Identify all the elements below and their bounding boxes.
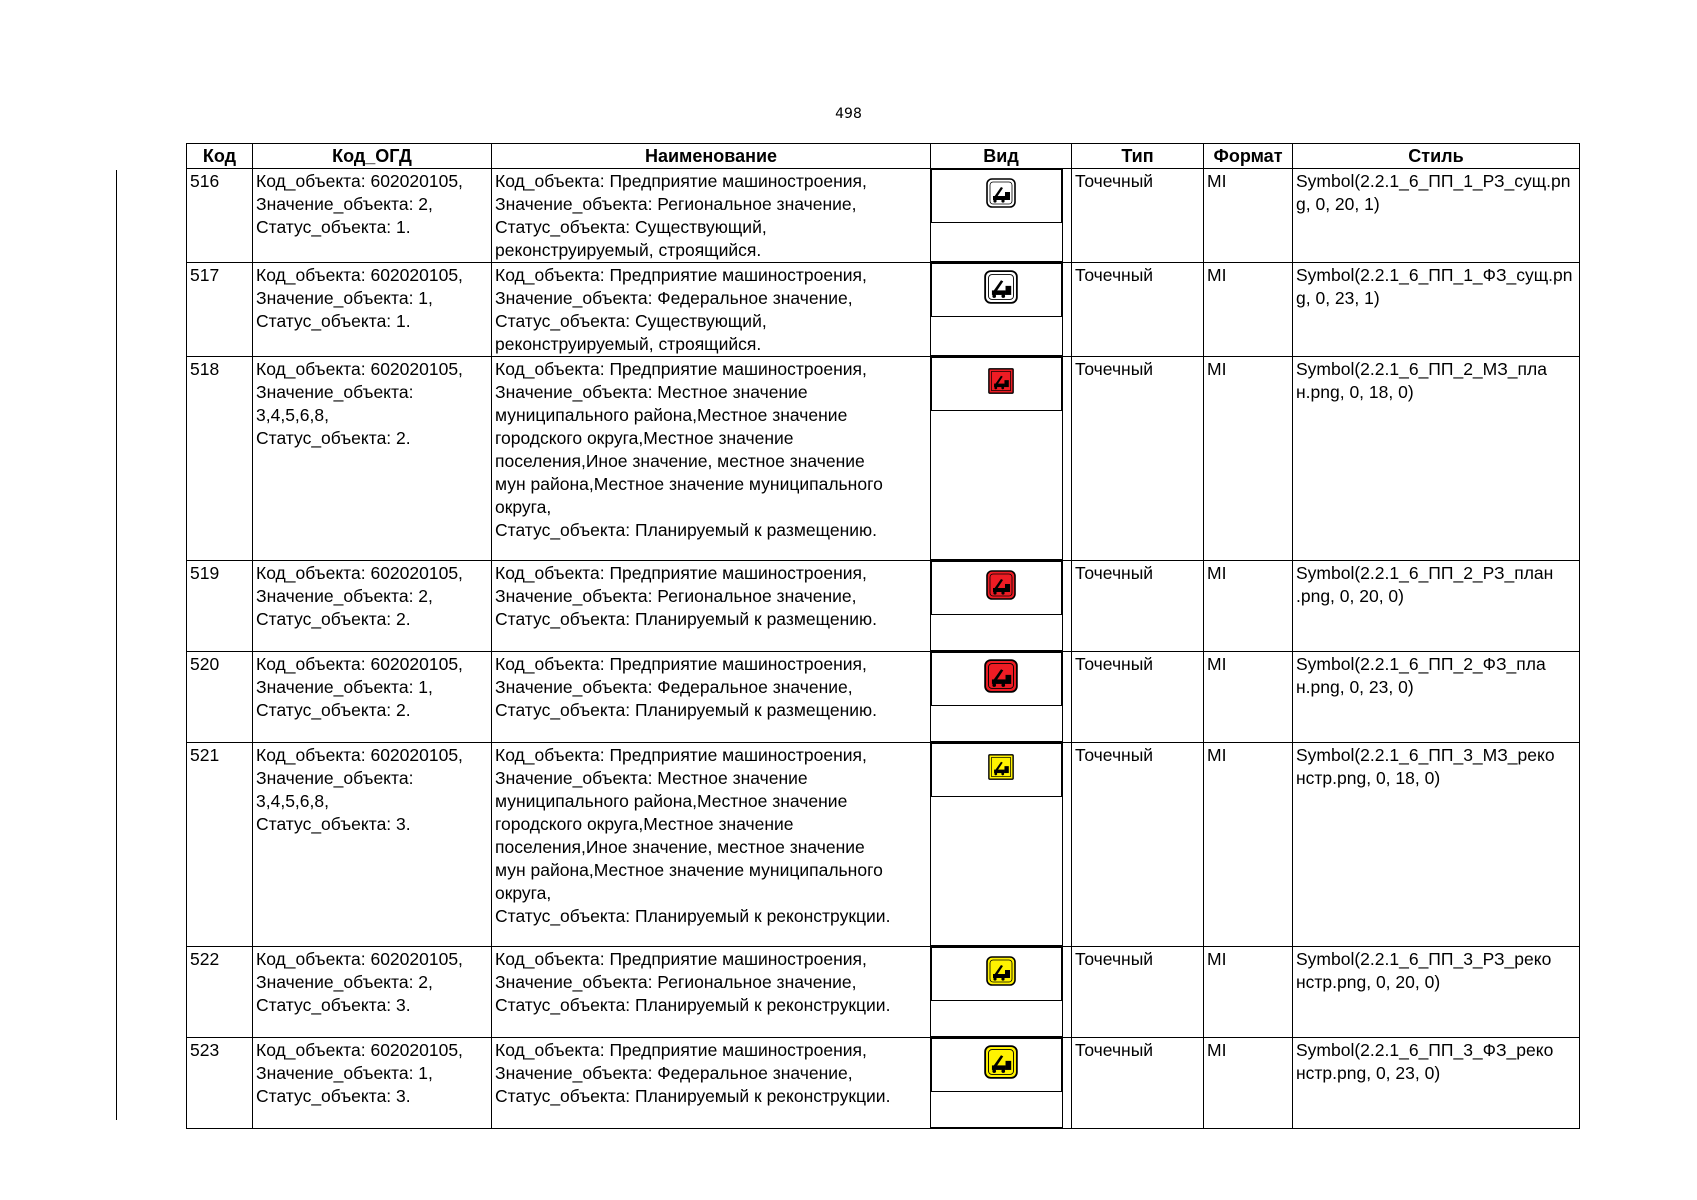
cell-ogd-code: Код_объекта: 602020105, Значение_объекта: 2, Статус_объекта: 1. [253, 169, 492, 263]
column-gap [1062, 561, 1071, 652]
cell-ogd-code: Код_объекта: 602020105, Значение_объекта: 1, Статус_объекта: 2. [253, 652, 492, 743]
table-row [187, 263, 1580, 357]
cell-view [931, 947, 1072, 1038]
table-row [187, 1038, 1580, 1129]
cell-ogd-code: Код_объекта: 602020105, Значение_объекта: 2, Статус_объекта: 3. [253, 947, 492, 1038]
machinery-plant-reconstruction-local-icon [988, 754, 1014, 786]
cell-format: MI [1204, 169, 1293, 263]
symbol-frame-bottom [931, 1127, 1062, 1128]
cell-format: MI [1204, 947, 1293, 1038]
cell-code: 519 [187, 561, 253, 652]
table-row [187, 561, 1580, 652]
cell-style: Symbol(2.2.1_6_ПП_1_ФЗ_сущ.png, 0, 23, 1) [1293, 263, 1580, 357]
machinery-plant-existing-federal-icon [984, 270, 1018, 310]
cell-name: Код_объекта: Предприятие машиностроения, Значение_объекта: Региональное значение, Статус_объекта: Планируемый к реконструкции. [492, 947, 931, 1038]
cell-format: MI [1204, 263, 1293, 357]
cell-type: Точечный [1072, 263, 1204, 357]
machinery-symbol [986, 178, 1016, 208]
cell-name: Код_объекта: Предприятие машиностроения, Значение_объекта: Федеральное значение, Статус_объекта: Существующий, реконструируемый, строящийся. [492, 263, 931, 357]
cell-code: 517 [187, 263, 253, 357]
cell-name: Код_объекта: Предприятие машиностроения, Значение_объекта: Федеральное значение, Статус_объекта: Планируемый к размещению. [492, 652, 931, 743]
cell-format: MI [1204, 357, 1293, 561]
column-gap [1062, 947, 1071, 1038]
cell-ogd-code: Код_объекта: 602020105, Значение_объекта: 3,4,5,6,8, Статус_объекта: 2. [253, 357, 492, 561]
machinery-plant-reconstruction-regional-icon [986, 956, 1016, 992]
header-name: Наименование [492, 144, 931, 169]
header-type: Тип [1072, 144, 1204, 169]
cell-type: Точечный [1072, 947, 1204, 1038]
column-gap [1062, 652, 1071, 743]
machinery-symbol [984, 1045, 1018, 1079]
machinery-symbol [984, 270, 1018, 304]
header-format: Формат [1204, 144, 1293, 169]
cell-name: Код_объекта: Предприятие машиностроения, Значение_объекта: Региональное значение, Статус_объекта: Планируемый к размещению. [492, 561, 931, 652]
cell-type: Точечный [1072, 652, 1204, 743]
cell-view [931, 652, 1072, 743]
cell-code: 516 [187, 169, 253, 263]
table-row [187, 169, 1580, 263]
cell-view [931, 357, 1072, 561]
cell-view [931, 561, 1072, 652]
cell-ogd-code: Код_объекта: 602020105, Значение_объекта: 3,4,5,6,8, Статус_объекта: 3. [253, 743, 492, 947]
header-code: Код [187, 144, 253, 169]
cell-format: MI [1204, 561, 1293, 652]
column-gap [1062, 357, 1071, 561]
symbol-legend-table [186, 143, 1580, 1129]
table-header-row [187, 144, 1580, 169]
machinery-symbol [988, 368, 1014, 394]
table-row [187, 743, 1580, 947]
page-number: 498 [835, 106, 862, 122]
cell-style: Symbol(2.2.1_6_ПП_2_МЗ_пла н.png, 0, 18, 0) [1293, 357, 1580, 561]
cell-view [931, 263, 1072, 357]
cell-style: Symbol(2.2.1_6_ПП_3_МЗ_реко нстр.png, 0, 18, 0) [1293, 743, 1580, 947]
column-gap [1062, 169, 1071, 263]
machinery-plant-planned-regional-icon [986, 570, 1016, 606]
cell-view [931, 169, 1072, 263]
machinery-symbol [986, 570, 1016, 600]
cell-view [931, 1038, 1072, 1129]
table-row [187, 357, 1580, 561]
machinery-plant-planned-federal-icon [984, 659, 1018, 699]
machinery-plant-existing-regional-icon [986, 178, 1016, 214]
cell-code: 522 [187, 947, 253, 1038]
cell-view [931, 743, 1072, 947]
cell-name: Код_объекта: Предприятие машиностроения, Значение_объекта: Местное значение муниципального района,Местное значение городского округа,Местное значение поселения,Иное значение, местное значение мун района,Местное значение муниципального округа, Статус_объекта: Планируемый к реконструкции. [492, 743, 931, 947]
header-ogd-code: Код_ОГД [253, 144, 492, 169]
column-gap [1062, 263, 1071, 357]
machinery-symbol [986, 956, 1016, 986]
cell-style: Symbol(2.2.1_6_ПП_3_ФЗ_реко нстр.png, 0, 23, 0) [1293, 1038, 1580, 1129]
cell-format: MI [1204, 1038, 1293, 1129]
table-row [187, 947, 1580, 1038]
cell-code: 521 [187, 743, 253, 947]
cell-code: 520 [187, 652, 253, 743]
cell-style: Symbol(2.2.1_6_ПП_1_РЗ_сущ.png, 0, 20, 1) [1293, 169, 1580, 263]
cell-format: MI [1204, 652, 1293, 743]
table-row [187, 652, 1580, 743]
cell-style: Symbol(2.2.1_6_ПП_2_ФЗ_пла н.png, 0, 23, 0) [1293, 652, 1580, 743]
cell-name: Код_объекта: Предприятие машиностроения, Значение_объекта: Федеральное значение, Статус_объекта: Планируемый к реконструкции. [492, 1038, 931, 1129]
column-gap [1062, 1038, 1071, 1129]
margin-line [116, 170, 117, 1120]
cell-name: Код_объекта: Предприятие машиностроения, Значение_объекта: Местное значение муниципального района,Местное значение городского округа,Местное значение поселения,Иное значение, местное значение мун района,Местное значение муниципального округа, Статус_объекта: Планируемый к размещению. [492, 357, 931, 561]
cell-code: 518 [187, 357, 253, 561]
cell-ogd-code: Код_объекта: 602020105, Значение_объекта: 1, Статус_объекта: 3. [253, 1038, 492, 1129]
machinery-symbol [984, 659, 1018, 693]
cell-type: Точечный [1072, 169, 1204, 263]
cell-code: 523 [187, 1038, 253, 1129]
machinery-plant-reconstruction-federal-icon [984, 1045, 1018, 1085]
header-view: Вид [931, 144, 1072, 169]
cell-type: Точечный [1072, 1038, 1204, 1129]
cell-style: Symbol(2.2.1_6_ПП_2_РЗ_план .png, 0, 20, 0) [1293, 561, 1580, 652]
cell-name: Код_объекта: Предприятие машиностроения, Значение_объекта: Региональное значение, Статус_объекта: Существующий, реконструируемый, строящийся. [492, 169, 931, 263]
column-gap [1062, 743, 1071, 947]
cell-type: Точечный [1072, 357, 1204, 561]
header-style: Стиль [1293, 144, 1580, 169]
machinery-symbol [988, 754, 1014, 780]
cell-format: MI [1204, 743, 1293, 947]
cell-style: Symbol(2.2.1_6_ПП_3_РЗ_реко нстр.png, 0, 20, 0) [1293, 947, 1580, 1038]
cell-ogd-code: Код_объекта: 602020105, Значение_объекта: 1, Статус_объекта: 1. [253, 263, 492, 357]
cell-type: Точечный [1072, 561, 1204, 652]
cell-type: Точечный [1072, 743, 1204, 947]
cell-ogd-code: Код_объекта: 602020105, Значение_объекта: 2, Статус_объекта: 2. [253, 561, 492, 652]
machinery-plant-planned-local-icon [988, 368, 1014, 400]
